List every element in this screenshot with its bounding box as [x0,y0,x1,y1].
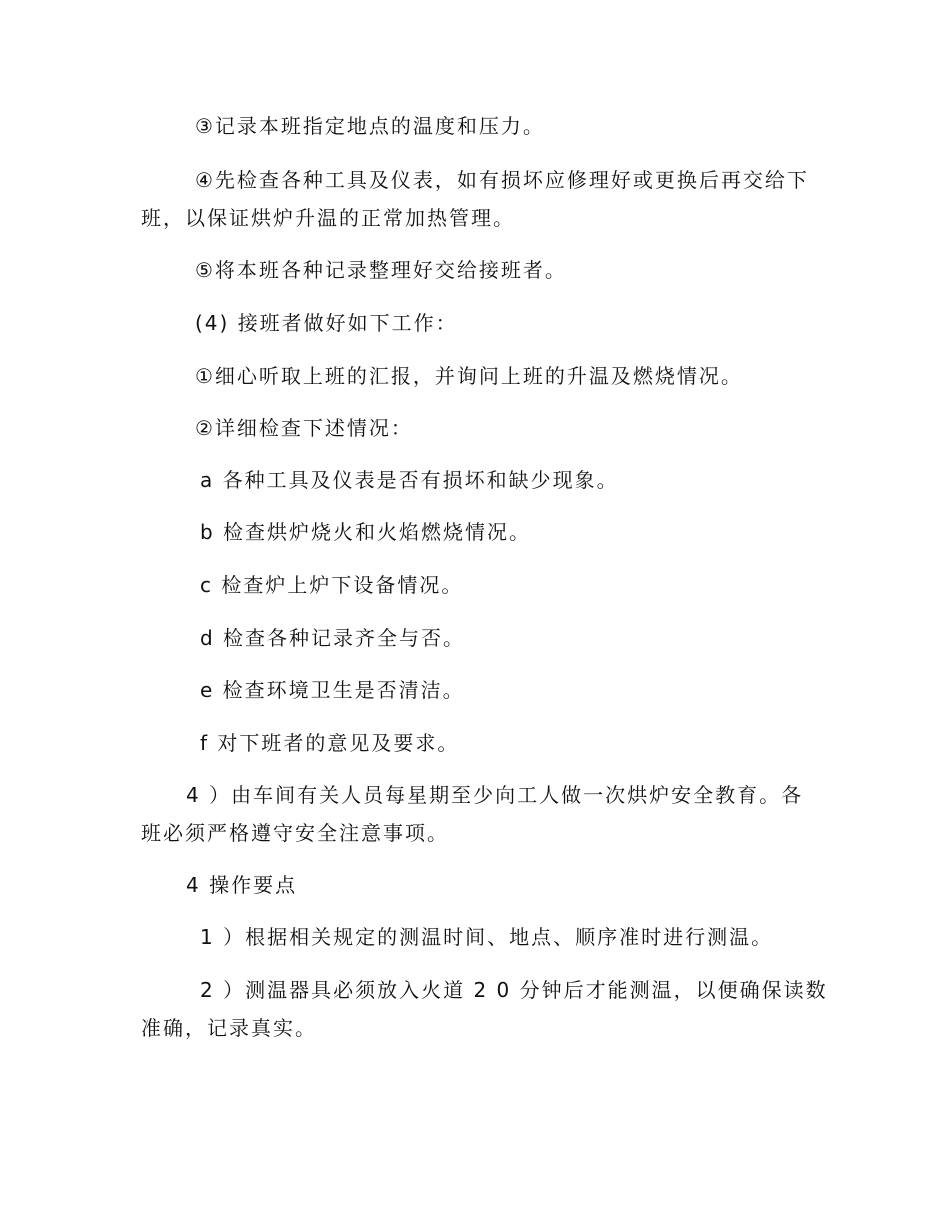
text-line-4: ⑤将本班各种记录整理好交给接班者。 [195,258,567,282]
text-line-9: b 检查烘炉烧火和火焰燃烧情况。 [200,520,532,544]
text-line-8: a 各种工具及仪表是否有损坏和缺少现象。 [200,468,619,492]
text-line-12: e 检查环境卫生是否清洁。 [200,678,465,702]
text-line-3: 班，以保证烘炉升温的正常加热管理。 [141,206,515,230]
text-line-10: c 检查炉上炉下设备情况。 [200,573,464,597]
text-line-13: f 对下班者的意见及要求。 [200,731,460,755]
text-line-16: 4 操作要点 [186,873,298,897]
text-line-14: 4 ）由车间有关人员每星期至少向工人做一次烘炉安全教育。各 [186,783,804,807]
text-line-1: ③记录本班指定地点的温度和压力。 [195,114,545,138]
text-line-11: d 检查各种记录齐全与否。 [200,626,466,650]
text-line-19: 准确，记录真实。 [141,1016,317,1040]
text-line-2: ④先检查各种工具及仪表，如有损坏应修理好或更换后再交给下 [195,168,809,192]
text-line-18: 2 ）测温器具必须放入火道 2 0 分钟后才能测温，以便确保读数 [200,978,828,1002]
text-line-7: ②详细检查下述情况： [195,416,413,440]
text-line-5: (4) 接班者做好如下工作： [195,311,458,335]
text-line-6: ①细心听取上班的汇报，并询问上班的升温及燃烧情况。 [195,364,743,388]
text-line-15: 班必须严格遵守安全注意事项。 [141,821,449,845]
text-line-17: 1 ）根据相关规定的测温时间、地点、顺序准时进行测温。 [200,925,774,949]
